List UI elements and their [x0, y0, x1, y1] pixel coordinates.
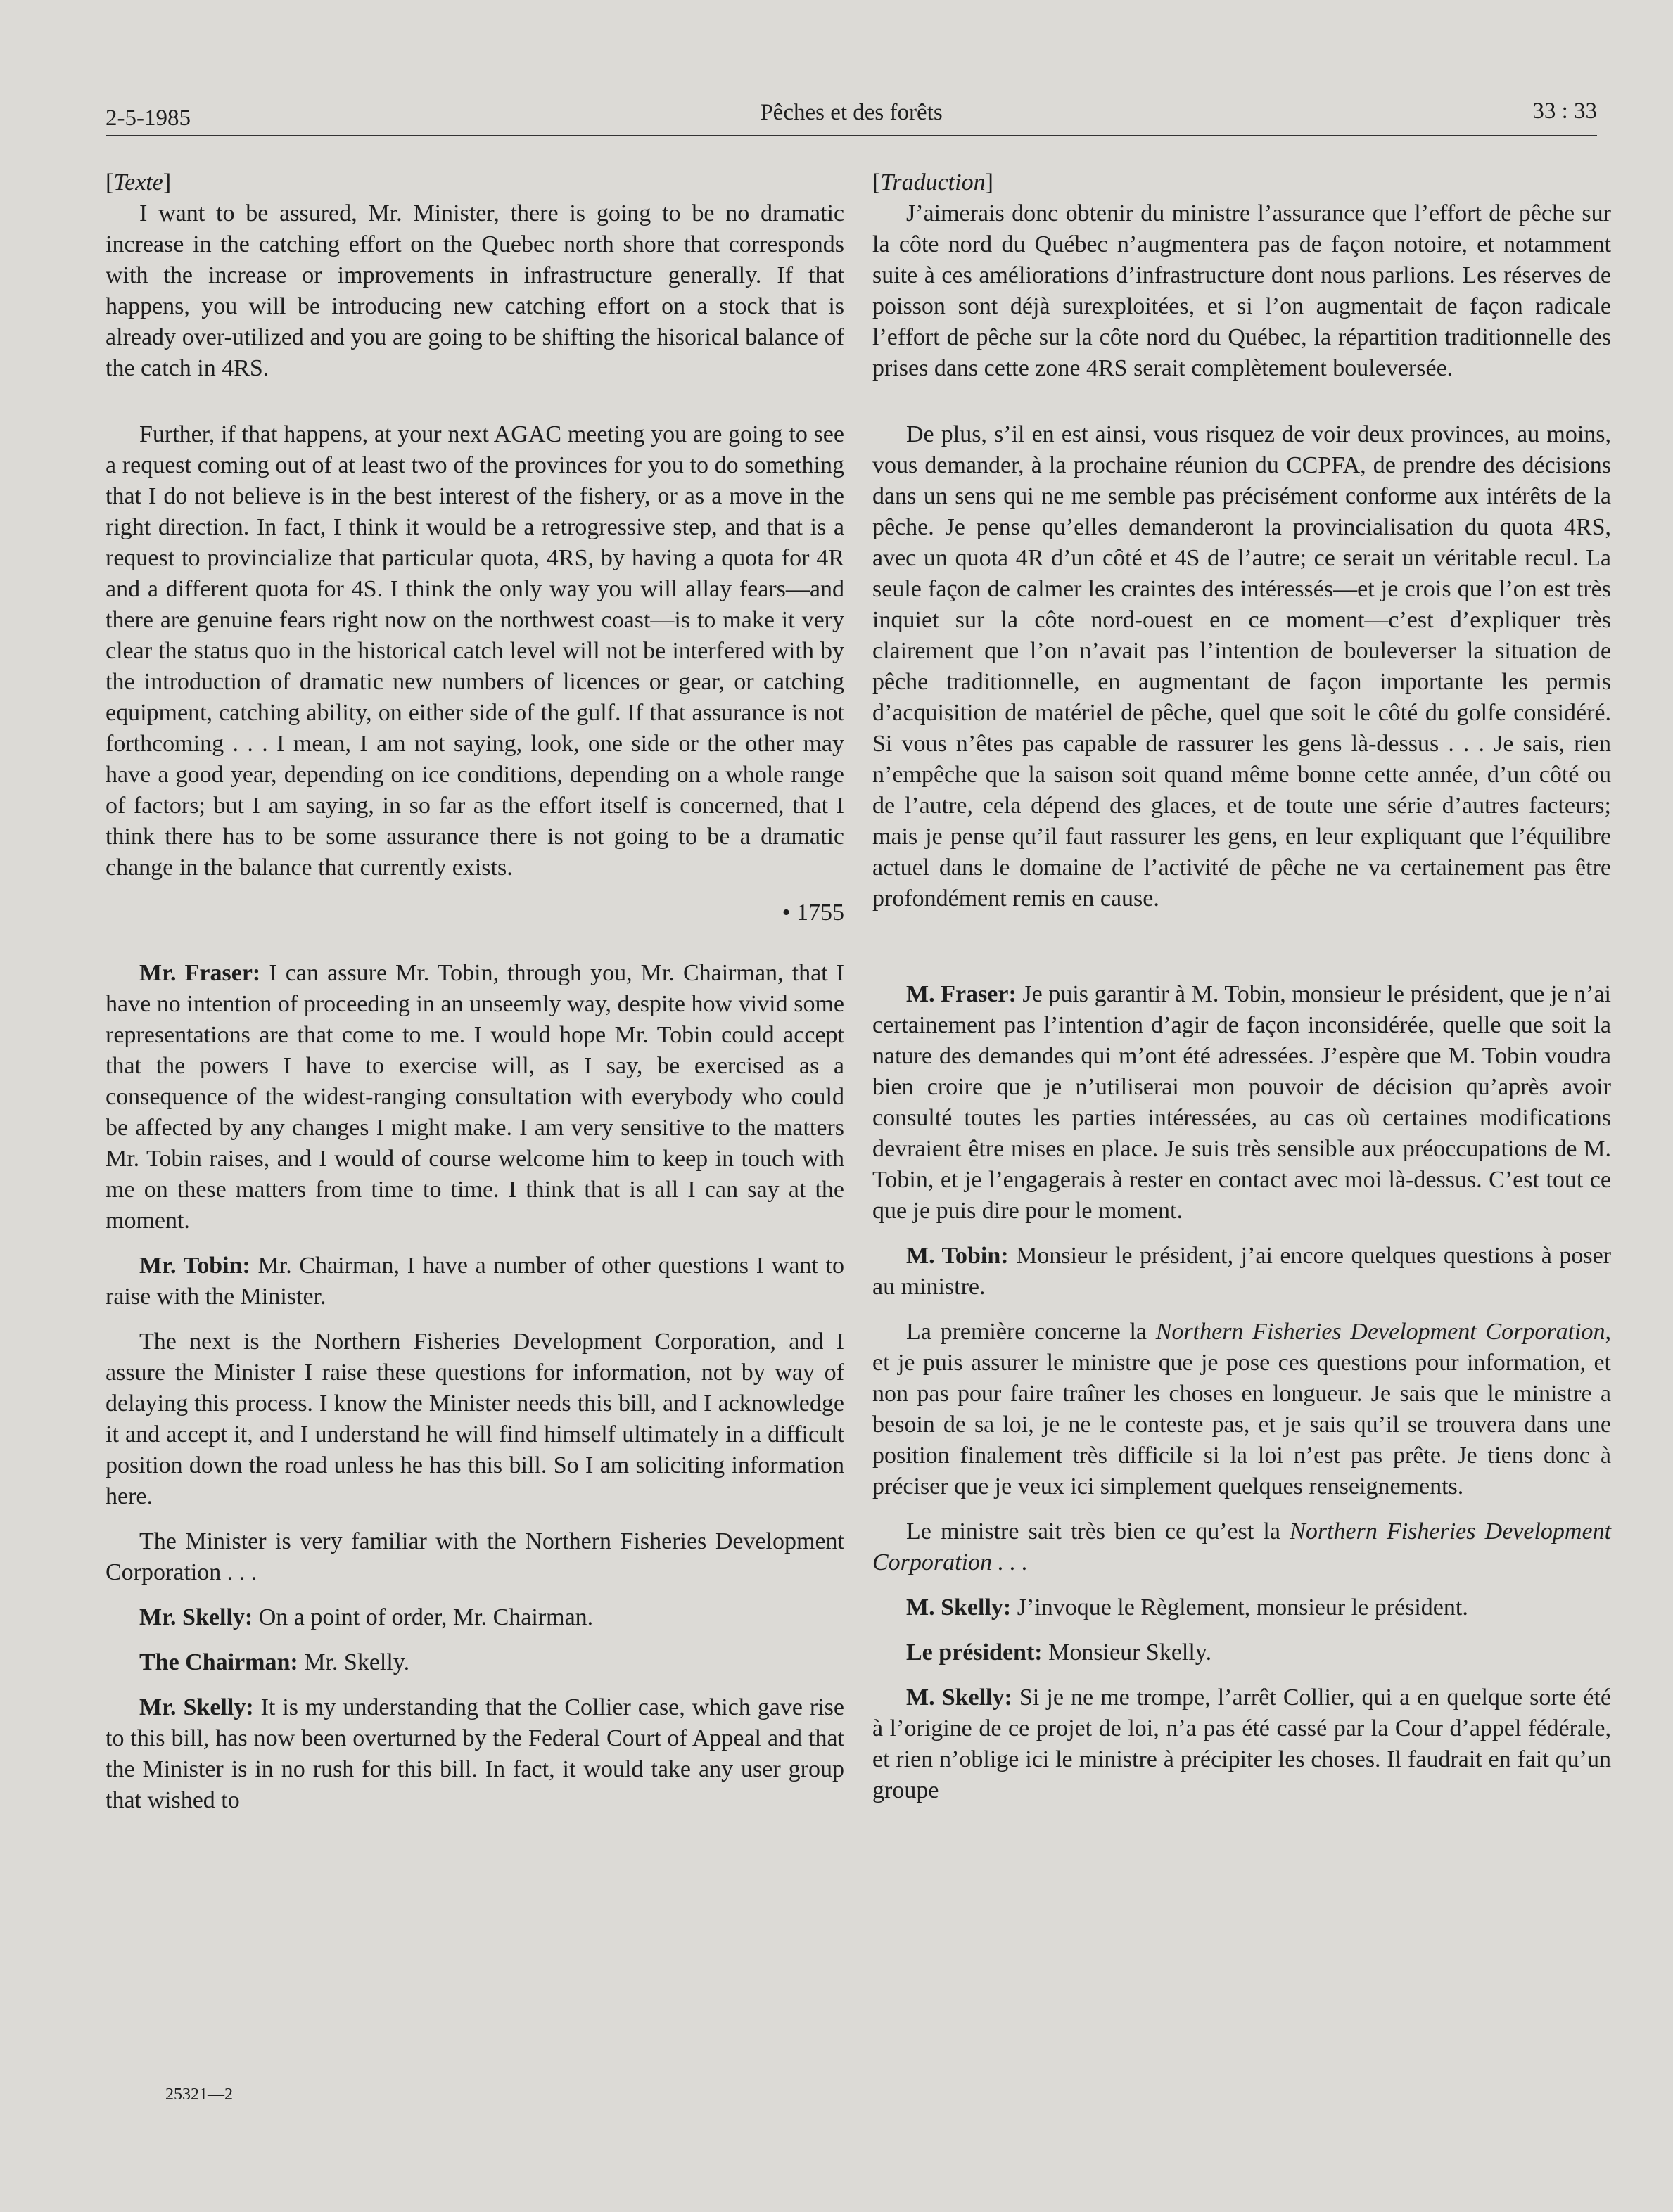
header-rule: [106, 135, 1597, 136]
text-fragment: Le ministre sait très bien ce qu’est la: [906, 1519, 1280, 1545]
running-header: [106, 97, 1597, 139]
speech-text: Monsieur le président, j’ai encore quelques questions à poser au ministre.: [872, 1243, 1612, 1300]
speech-text: Monsieur Skelly.: [1048, 1639, 1212, 1666]
speaker-name: Mr. Skelly:: [139, 1604, 253, 1630]
paragraph: J’aimerais donc obtenir du ministre l’assurance que l’effort de pêche sur la côte nord du Québec n’augmentera pas de façon notoire, et notamment suite à ces améliorations d’infrastructure dont nous parlions. Les réserves de poisson sont déjà surexploitées, et si l’on augmentait de façon radicale l’effort de pêche sur la côte nord du Québec, la répartition traditionnelle des prises dans cette zone 4RS serait complètement bouleversée.: [872, 200, 1611, 381]
speech-paragraph: [106, 1251, 844, 1312]
organization-name: Northern Fisheries Development Corporation . . .: [872, 1519, 1612, 1575]
column-label: [Texte]: [106, 170, 172, 196]
speaker-name: Le président:: [906, 1639, 1043, 1666]
paragraph: [872, 1317, 1611, 1502]
footer-code: 25321—2: [165, 2085, 233, 2104]
label-text: Texte: [113, 170, 163, 196]
speech-paragraph: [106, 1602, 844, 1633]
speech-text: On a point of order, Mr. Chairman.: [258, 1604, 594, 1630]
speaker-name: M. Fraser:: [906, 981, 1017, 1007]
speaker-name: Mr. Tobin:: [139, 1253, 250, 1279]
speech-paragraph: [872, 1682, 1611, 1806]
speech-paragraph: [872, 1592, 1611, 1623]
time-marker: • 1755: [782, 900, 844, 926]
organization-name: Northern Fisheries Development Corporation: [1155, 1319, 1605, 1345]
paragraph: [872, 1516, 1611, 1578]
speech-paragraph: [106, 958, 844, 1236]
speaker-name: M. Tobin:: [906, 1243, 1009, 1269]
paragraph: Further, if that happens, at your next AGAC meeting you are going to see a request coming out of at least two of the provinces for you to do something that I do not believe is in the best interest of the fishery, or as a move in the right direction. In fact, I think it would be a retrogressive step, and that is a request to provincialize that particular quota, 4RS, by having a quota for 4R and a different quota for 4S. I think the only way you will allay fears—and there are genuine fears right now on the northwest coast—is to make it very clear the status quo in the historical catch level will not be interfered with by the introduction of dramatic new numbers of licences or gear, or catching equipment, catching ability, on either side of the gulf. If that assurance is not forthcoming . . . I mean, I am not saying, look, one side or the other may have a good year, depending on ice conditions, depending on a whole range of factors; but I am saying, in so far as the effort itself is concerned, that I think there has to be some assurance there is not going to be a dramatic change in the balance that currently exists.: [106, 421, 844, 881]
column-label: [Traduction]: [872, 170, 993, 196]
header-date: 2-5-1985: [106, 106, 191, 131]
speech-paragraph: [106, 1647, 844, 1678]
speech-text: J’invoque le Règlement, monsieur le président.: [1017, 1594, 1468, 1620]
speech-text: Je puis garantir à M. Tobin, monsieur le président, que je n’ai certainement pas l’intention d’agir de façon inconsidérée, quelle que soit la nature des demandes qui m’ont été adressées. J’espère que M. Tobin voudra bien croire que je n’utiliserai mon pouvoir de décision qu’après avoir consulté toutes les parties intéressées, au cas où certaines modifications devraient être mises en place. Je suis très sensible aux préoccupations de M. Tobin, et je l’engagerais à rester en contact avec moi là-dessus. C’est tout ce que je puis dire pour le moment.: [872, 981, 1612, 1224]
speech-text: It is my understanding that the Collier case, which gave rise to this bill, has now been overturned by the Federal Court of Appeal and that the Minister is in no rush for this bill. In fact, it would take any user group that wished to: [106, 1694, 845, 1813]
paragraph: The next is the Northern Fisheries Development Corporation, and I assure the Minister I raise these questions for information, not by way of delaying this process. I know the Minister needs this bill, and I acknowledge it and accept it, and I understand he will find himself ultimately in a difficult position down the road unless he has this bill. So I am soliciting information here.: [106, 1329, 844, 1509]
speaker-name: The Chairman:: [139, 1649, 298, 1675]
speech-paragraph: [106, 1692, 844, 1816]
speech-paragraph: [872, 1637, 1611, 1668]
paragraph: I want to be assured, Mr. Minister, there is going to be no dramatic increase in the catching effort on the Quebec north shore that corresponds with the increase or improvements in infrastructure generally. If that happens, you will be introducing new catching effort on a stock that is already over-utilized and you are going to be shifting the hisorical balance of the catch in 4RS.: [106, 200, 844, 381]
paragraph: The Minister is very familiar with the Northern Fisheries Development Corporation . . .: [106, 1528, 844, 1585]
speaker-name: M. Skelly:: [906, 1684, 1012, 1711]
speech-text: I can assure Mr. Tobin, through you, Mr. Chairman, that I have no intention of proceeding in an unseemly way, despite how vivid some representations are that come to me. I would hope Mr. Tobin could accept that the powers I have to exercise will, as I say, be exercised as a consequence of the widest-ranging consultation with everybody who could be affected by any changes I might make. I am very sensitive to the matters Mr. Tobin raises, and I would of course welcome him to keep in touch with me on these matters from time to time. I think that is all I can say at the moment.: [106, 960, 845, 1234]
header-title: Pêches et des forêts: [760, 100, 943, 125]
speaker-name: Mr. Fraser:: [139, 960, 261, 986]
label-text: Traduction: [880, 170, 986, 196]
speech-paragraph: [872, 979, 1611, 1227]
header-page-number: 33 : 33: [1532, 98, 1597, 124]
speaker-name: M. Skelly:: [906, 1594, 1012, 1620]
text-fragment: La première concerne la: [906, 1319, 1147, 1345]
english-column: [106, 167, 844, 1830]
speaker-name: Mr. Skelly:: [139, 1694, 254, 1720]
french-column: [872, 167, 1611, 1820]
text-fragment: , et je puis assurer le ministre que je pose ces questions pour information, et non pas pour faire traîner les choses en longueur. Je sais que le ministre a besoin de sa loi, je ne le conteste pas, et je sais qu’il se trouvera dans une position finalement très difficile si la loi n’est pas prête. Je tiens donc à préciser que je veux ici simplement quelques renseignements.: [872, 1319, 1611, 1500]
paragraph: De plus, s’il en est ainsi, vous risquez de voir deux provinces, au moins, vous demander, à la prochaine réunion du CCPFA, de prendre des décisions dans un sens qui ne me semble pas précisément conforme aux intérêts de la pêche. Je pense qu’elles demanderont la provincialisation du quota 4RS, avec un quota 4R d’un côté et 4S de l’autre; ce serait un véritable recul. La seule façon de calmer les craintes des intéressés—et je crois que l’on est très inquiet sur la côte nord-ouest en ce moment—c’est d’expliquer très clairement que l’on n’avait pas l’intention de bouleverser la situation de pêche traditionnelle, en augmentant de façon importante les permis d’acquisition de matériel de pêche, quel que soit le côté du golfe considéré. Si vous n’êtes pas capable de rassurer les gens là-dessus . . . Je sais, rien n’empêche que la saison soit quand même bonne cette année, d’un côté ou de l’autre, cela dépend des glaces, et de toute une série d’autres facteurs; mais je pense qu’il faut rassurer les gens, en leur expliquant que l’équilibre actuel dans le domaine de l’activité de pêche ne va certainement pas être profondément remis en cause.: [872, 421, 1611, 912]
speech-text: Mr. Chairman, I have a number of other questions I want to raise with the Minister.: [106, 1253, 845, 1310]
speech-text: Mr. Skelly.: [304, 1649, 410, 1675]
speech-paragraph: [872, 1241, 1611, 1303]
speech-text: Si je ne me trompe, l’arrêt Collier, qui a en quelque sorte été à l’origine de ce projet de loi, n’a pas été cassé par la Cour d’appel fédérale, et rien n’oblige ici le ministre à précipiter les choses. Il faudrait en fait qu’un groupe: [872, 1684, 1611, 1803]
